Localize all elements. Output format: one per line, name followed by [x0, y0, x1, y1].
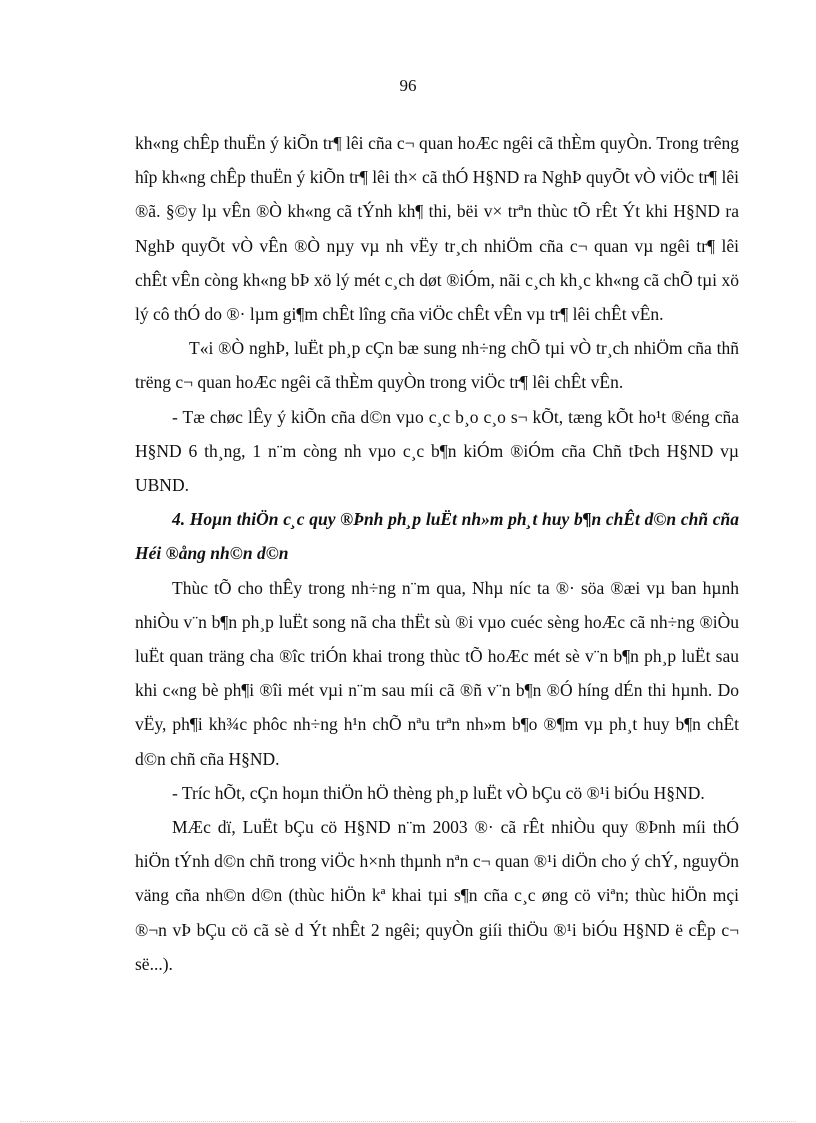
page-number: 96: [399, 76, 417, 95]
paragraph-first-step: - Tríc hÕt, cÇn hoµn thiÖn hÖ thèng ph¸p luËt vÒ bÇu cö ®¹i biÓu H§ND.: [172, 782, 705, 803]
paragraph-election-law: MÆc dï, LuËt bÇu cö H§ND n¨m 2003 ®· cã rÊt nhiÒu quy ®Þnh míi thÓ hiÖn tÝnh d©n chñ trong viÖc h×nh thµnh nªn c¬ quan ®¹i diÖn cho ý chÝ, nguyÖn väng cña nh©n d©n (thùc hiÖn kª khai tµi s¶n cña c¸c øng cö viªn; thùc hiÖn mçi ®¬n vÞ bÇu cö cã sè d Ýt nhÊt 2 ngêi; quyÒn giíi thiÖu ®¹i biÓu H§ND ë cÊp c¬ së...).: [135, 817, 739, 974]
paragraph-opinion-collection: - Tæ chøc lÊy ý kiÕn cña d©n vµo c¸c b¸o c¸o s¬ kÕt, tæng kÕt ho¹t ®éng cña H§ND 6 th¸ng, 1 n¨m còng nh vµo c¸c b¶n kiÓm ®iÓm cña Chñ tÞch H§ND vµ UBND.: [135, 406, 739, 496]
paragraph-no-approval: kh«ng chÊp thuËn ý kiÕn tr¶ lêi cña c¬ quan hoÆc ngêi cã thÈm quyÒn. Trong trêng hîp kh«ng chÊp thuËn ý kiÕn tr¶ lêi th× cã thÓ H§ND ra NghÞ quyÕt vÒ viÖc tr¶ lêi ®ã. §©y lµ vÊn ®Ò kh«ng cã tÝnh kh¶ thi, bëi v× trªn thùc tÕ rÊt Ýt khi H§ND ra NghÞ quyÕt vÒ vÊn ®Ò nµy vµ nh vËy tr¸ch nhiÖm cña c¬ quan vµ ngêi tr¶ lêi chÊt vÊn còng kh«ng bÞ xö lý mét c¸ch døt ®iÓm, nãi c¸ch kh¸c kh«ng cã chÕ tµi xö lý cô thÓ do ®· lµm gi¶m chÊt lîng cña viÖc chÊt vÊn vµ tr¶ lêi chÊt vÊn.: [135, 133, 739, 325]
paragraph-practice: Thùc tÕ cho thÊy trong nh÷ng n¨m qua, Nhµ níc ta ®· söa ®æi vµ ban hµnh nhiÒu v¨n b¶n ph¸p luËt song nã cha thËt sù ®i vµo cuéc sèng hoÆc cã nh÷ng ®iÒu luËt quan träng cha ®îc triÓn khai trong thùc tÕ hoÆc mét sè v¨n b¶n ph¸p luËt sau khi c«ng bè ph¶i ®îi mét vµi n¨m sau míi cã ®ñ v¨n b¶n ®Ó híng dÉn thi hµnh. Do vËy, ph¶i kh¾c phôc nh÷ng h¹n chÕ nªu trªn nh»m b¶o ®¶m vµ ph¸t huy b¶n chÊt d©n chñ cña H§ND.: [135, 577, 739, 769]
section-heading: 4. Hoµn thiÖn c¸c quy ®Þnh ph¸p luËt nh»m ph¸t huy b¶n chÊt d©n chñ cña Héi ®ång nh©n d©n: [135, 509, 739, 564]
document-body: [135, 126, 739, 981]
page-bottom-border: [20, 1121, 796, 1122]
paragraph-proposal: T«i ®Ò nghÞ, luËt ph¸p cÇn bæ sung nh÷ng chÕ tµi vÒ tr¸ch nhiÖm cña thñ trëng c¬ quan hoÆc ngêi cã thÈm quyÒn trong viÖc tr¶ lêi chÊt vÊn.: [135, 338, 739, 393]
